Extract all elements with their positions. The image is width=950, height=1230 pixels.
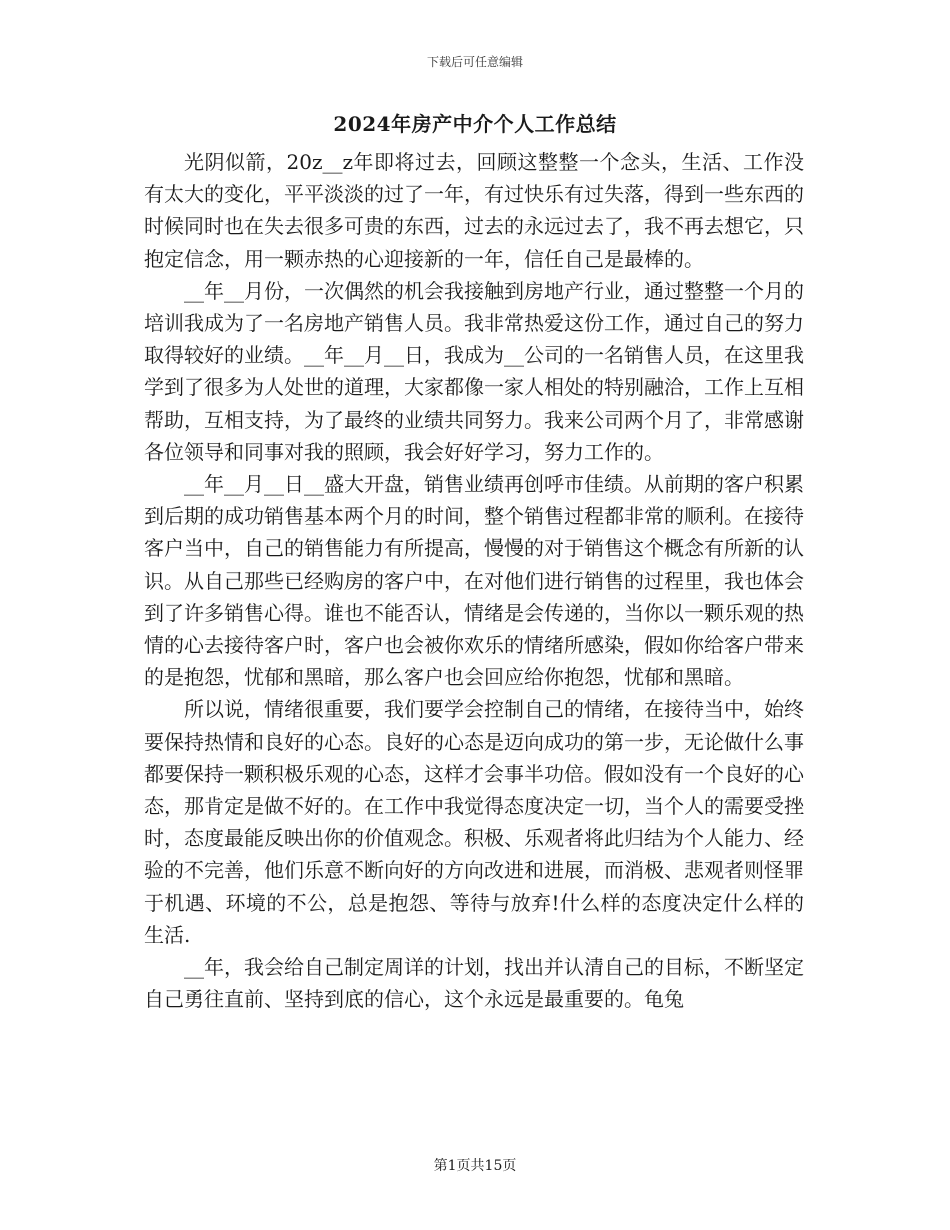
page-number: 第1页共15页 <box>433 1158 517 1174</box>
page-header-note: 下载后可任意编辑 <box>426 55 523 69</box>
document-title: 2024年房产中介个人工作总结 <box>333 112 617 136</box>
paragraph-3: __年__月__日__盛大开盘，销售业绩再创呼市佳绩。从前期的客户积累到后期的成功销售基本两个月的时间，整个销售过程都非常的顺利。在接待客户当中，自己的销售能力有所提高，慢慢的对于销售这个概念有所新的认识。从自己那些已经购房的客户中，在对他们进行销售的过程里，我也体会到了许多销售心得。谁也不能否认，情绪是会传递的，当你以一颗乐观的热情的心去接待客户时，客户也会被你欢乐的情绪所感染，假如你给客户带来的是抱怨，忧郁和黑暗，那么客户也会回应给你抱怨，忧郁和黑暗。 <box>144 472 804 690</box>
paragraph-1: 光阴似箭，20z__z年即将过去，回顾这整整一个念头，生活、工作没有太大的变化，平平淡淡的过了一年，有过快乐有过失落，得到一些东西的时候同时也在失去很多可贵的东西，过去的永远过去了，我不再去想它，只抱定信念，用一颗赤热的心迎接新的一年，信任自己是最棒的。 <box>144 150 804 271</box>
paragraph-2: __年__月份，一次偶然的机会我接触到房地产行业，通过整整一个月的培训我成为了一名房地产销售人员。我非常热爱这份工作，通过自己的努力取得较好的业绩。__年__月__日，我成为__公司的一名销售人员，在这里我学到了很多为人处世的道理，大家都像一家人相处的特别融洽，工作上互相帮助，互相支持，为了最终的业绩共同努力。我来公司两个月了，非常感谢各位领导和同事对我的照顾，我会好好学习，努力工作的。 <box>144 278 804 464</box>
document-body <box>144 146 804 1015</box>
paragraph-4: 所以说，情绪很重要，我们要学会控制自己的情绪，在接待当中，始终要保持热情和良好的心态。良好的心态是迈向成功的第一步，无论做什么事都要保持一颗积极乐观的心态，这样才会事半功倍。假如没有一个良好的心态，那肯定是做不好的。在工作中我觉得态度决定一切，当个人的需要受挫时，态度最能反映出你的价值观念。积极、乐观者将此归结为个人能力、经验的不完善，他们乐意不断向好的方向改进和进展，而消极、悲观者则怪罪于机遇、环境的不公，总是抱怨、等待与放弃!什么样的态度决定什么样的生活. <box>144 697 804 947</box>
paragraph-5: __年，我会给自己制定周详的计划，找出并认清自己的目标，不断坚定自己勇往直前、坚持到底的信心，这个永远是最重要的。龟兔 <box>144 955 804 1012</box>
